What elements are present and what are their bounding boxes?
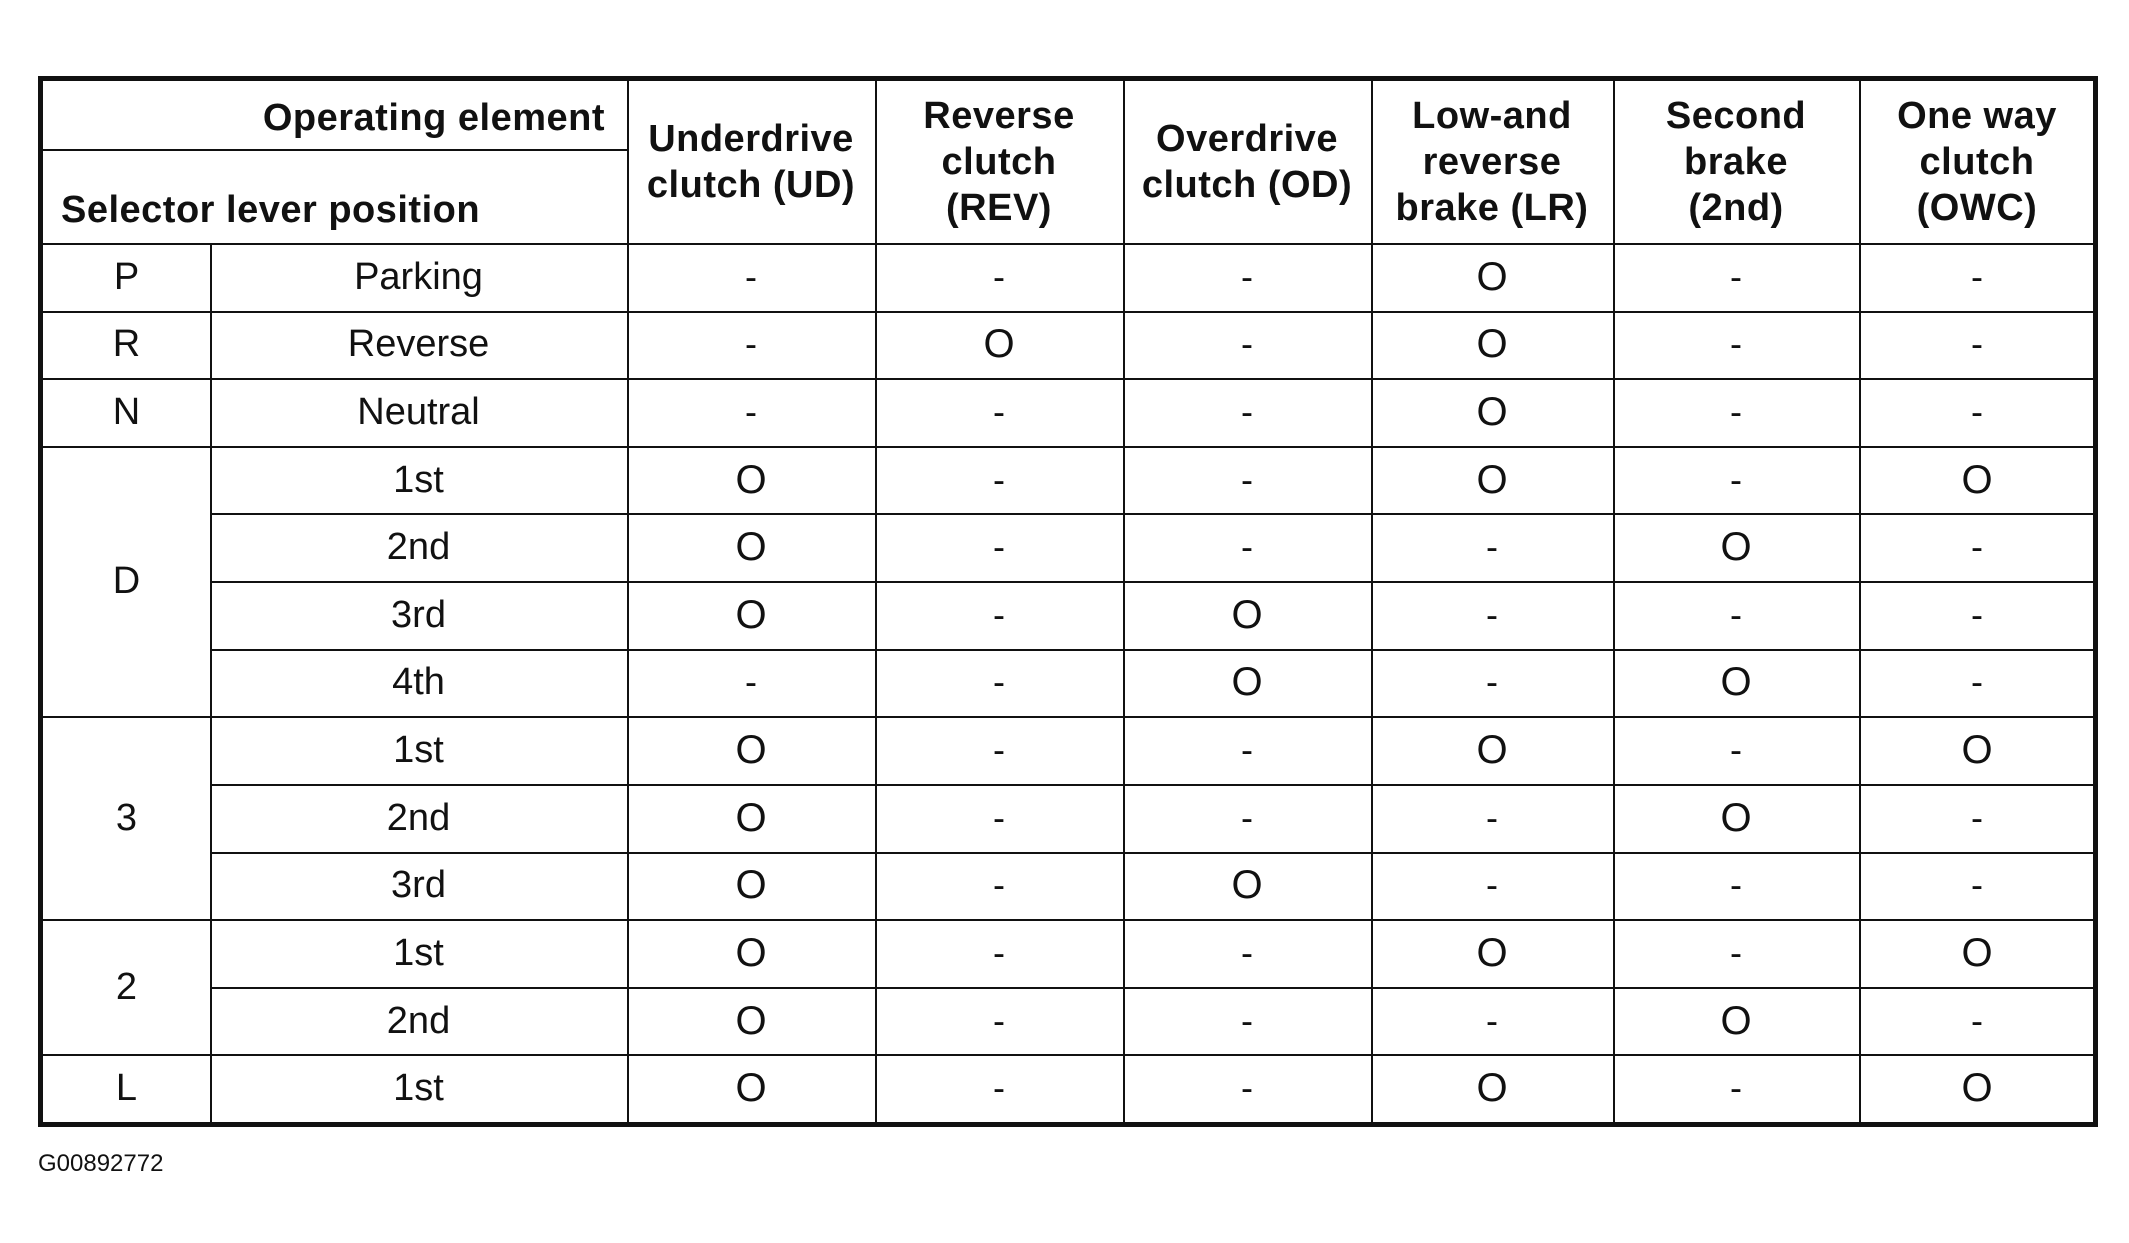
not-engaged-mark: - (1971, 661, 1983, 703)
column-header: Underdrive clutch (UD) (646, 118, 856, 206)
engaged-mark: O (1476, 322, 1508, 367)
not-engaged-mark: - (1241, 458, 1253, 500)
not-engaged-mark: - (1730, 1067, 1742, 1109)
not-engaged-mark: - (1971, 999, 1983, 1041)
engaged-mark: O (735, 525, 767, 570)
not-engaged-mark: - (1971, 593, 1983, 635)
not-engaged-mark: - (1241, 1067, 1253, 1109)
not-engaged-mark: - (1486, 661, 1498, 703)
not-engaged-mark: - (1241, 391, 1253, 433)
gear-label: Parking (354, 255, 483, 298)
engaged-mark: O (1476, 457, 1508, 502)
not-engaged-mark: - (1730, 729, 1742, 771)
gear-label: 3rd (391, 593, 446, 636)
not-engaged-mark: - (1241, 999, 1253, 1041)
not-engaged-mark: - (1241, 796, 1253, 838)
gear-label: 1st (393, 1067, 444, 1110)
not-engaged-mark: - (993, 391, 1005, 433)
column-header: Second brake (2nd) (1665, 95, 1807, 229)
not-engaged-mark: - (1730, 458, 1742, 500)
not-engaged-mark: - (993, 1067, 1005, 1109)
not-engaged-mark: - (745, 323, 757, 365)
gear-label: 3rd (391, 864, 446, 907)
engaged-mark: O (735, 1066, 767, 1111)
not-engaged-mark: - (993, 526, 1005, 568)
not-engaged-mark: - (1730, 593, 1742, 635)
not-engaged-mark: - (745, 391, 757, 433)
engaged-mark: O (1231, 592, 1263, 637)
not-engaged-mark: - (993, 593, 1005, 635)
not-engaged-mark: - (993, 729, 1005, 771)
not-engaged-mark: - (993, 458, 1005, 500)
selector-position: L (115, 1067, 138, 1110)
engaged-mark: O (1720, 525, 1752, 570)
selector-position: R (112, 323, 141, 366)
column-header: Overdrive clutch (OD) (1141, 118, 1353, 206)
engaged-mark: O (735, 592, 767, 637)
not-engaged-mark: - (993, 661, 1005, 703)
not-engaged-mark: - (1971, 391, 1983, 433)
not-engaged-mark: - (1971, 323, 1983, 365)
not-engaged-mark: - (1730, 255, 1742, 297)
engaged-mark: O (1476, 254, 1508, 299)
engaged-mark: O (1476, 1066, 1508, 1111)
clutch-application-table (38, 76, 2098, 1127)
not-engaged-mark: - (1241, 255, 1253, 297)
not-engaged-mark: - (1241, 931, 1253, 973)
not-engaged-mark: - (1971, 255, 1983, 297)
engaged-mark: O (1961, 457, 1993, 502)
engaged-mark: O (735, 930, 767, 975)
column-header: Low-and reverse brake (LR) (1395, 95, 1589, 229)
not-engaged-mark: - (1241, 323, 1253, 365)
column-header: One way clutch (OWC) (1897, 95, 2057, 229)
not-engaged-mark: - (1486, 796, 1498, 838)
gear-label: Neutral (357, 391, 480, 434)
operating-element-header: Operating element (262, 97, 605, 139)
column-header: Reverse clutch (REV) (923, 95, 1075, 229)
engaged-mark: O (1476, 930, 1508, 975)
not-engaged-mark: - (1486, 999, 1498, 1041)
not-engaged-mark: - (1486, 526, 1498, 568)
engaged-mark: O (983, 322, 1015, 367)
gear-label: 1st (393, 931, 444, 974)
engaged-mark: O (735, 728, 767, 773)
not-engaged-mark: - (1730, 931, 1742, 973)
gear-label: 4th (392, 661, 445, 704)
not-engaged-mark: - (1971, 864, 1983, 906)
not-engaged-mark: - (993, 864, 1005, 906)
gear-label: 2nd (386, 999, 451, 1042)
selector-position: P (113, 255, 140, 298)
not-engaged-mark: - (745, 661, 757, 703)
not-engaged-mark: - (1971, 526, 1983, 568)
engaged-mark: O (1476, 728, 1508, 773)
selector-position: N (112, 391, 141, 434)
not-engaged-mark: - (993, 931, 1005, 973)
engaged-mark: O (1231, 863, 1263, 908)
figure-id: G00892772 (38, 1150, 164, 1177)
not-engaged-mark: - (745, 255, 757, 297)
engaged-mark: O (1961, 1066, 1993, 1111)
gear-label: 2nd (386, 796, 451, 839)
engaged-mark: O (1961, 930, 1993, 975)
not-engaged-mark: - (1730, 323, 1742, 365)
not-engaged-mark: - (993, 255, 1005, 297)
not-engaged-mark: - (993, 999, 1005, 1041)
not-engaged-mark: - (1241, 526, 1253, 568)
engaged-mark: O (1476, 390, 1508, 435)
gear-label: Reverse (347, 323, 490, 366)
engaged-mark: O (735, 998, 767, 1043)
gear-label: 1st (393, 458, 444, 501)
selector-lever-position-header: Selector lever position (61, 189, 481, 231)
engaged-mark: O (735, 863, 767, 908)
gear-label: 1st (393, 729, 444, 772)
not-engaged-mark: - (1730, 864, 1742, 906)
not-engaged-mark: - (1971, 796, 1983, 838)
not-engaged-mark: - (993, 796, 1005, 838)
gear-label: 2nd (386, 526, 451, 569)
not-engaged-mark: - (1241, 729, 1253, 771)
engaged-mark: O (1961, 728, 1993, 773)
not-engaged-mark: - (1730, 391, 1742, 433)
not-engaged-mark: - (1486, 593, 1498, 635)
selector-position: D (112, 560, 141, 603)
engaged-mark: O (1720, 998, 1752, 1043)
engaged-mark: O (1720, 660, 1752, 705)
selector-position: 3 (115, 796, 138, 839)
engaged-mark: O (735, 795, 767, 840)
not-engaged-mark: - (1486, 864, 1498, 906)
engaged-mark: O (735, 457, 767, 502)
selector-position: 2 (115, 965, 138, 1008)
engaged-mark: O (1720, 795, 1752, 840)
engaged-mark: O (1231, 660, 1263, 705)
